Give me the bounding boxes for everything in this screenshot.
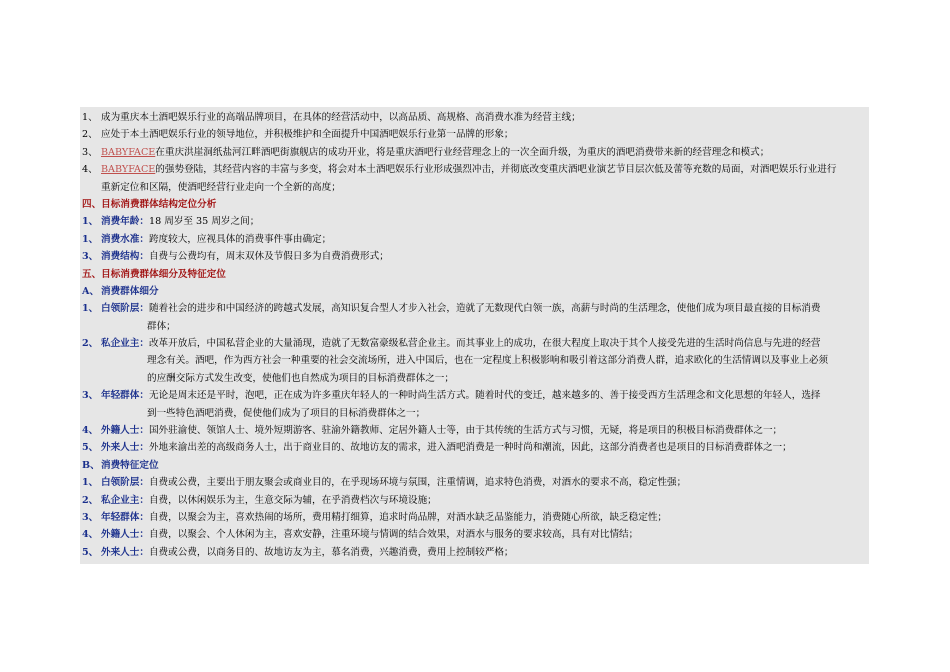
line-number: 1、 (82, 112, 98, 123)
text-line (80, 231, 869, 248)
section-heading: 五、目标消费群体细分及特征定位 (82, 268, 226, 280)
item-label: 外籍人士： (101, 425, 149, 437)
item-label: 外来人士： (101, 546, 149, 558)
text-line (80, 492, 869, 509)
item-label: 年轻群体： (101, 511, 149, 523)
line-number: 5、 (82, 442, 99, 454)
text-line (80, 509, 869, 526)
line-number: 3、 (82, 251, 99, 263)
line-content (101, 492, 865, 509)
text-line (80, 266, 869, 283)
text-line (80, 544, 869, 561)
text-line (80, 439, 869, 456)
item-label: 年轻群体： (101, 390, 149, 402)
text-line (80, 109, 869, 126)
line-number: 1、 (82, 233, 99, 245)
item-text: 在重庆洪崖洞纸盐河江畔酒吧街旗舰店的成功开业，将是重庆酒吧行业经营理念上的一次全面升级，为重庆的酒吧消费带来新的经营理念和模式； (155, 146, 770, 158)
line-content (101, 474, 865, 491)
item-text: 跨度较大，应视具体的消费事件事由确定； (148, 233, 332, 245)
text-line (80, 526, 869, 543)
text-line (80, 335, 869, 352)
line-number: 2、 (82, 338, 99, 350)
text-line (80, 144, 869, 161)
item-text: 自费或公费，主要出于朋友聚会或商业目的，在乎现场环境与氛围，注重情调，追求特色消费，对酒水的要求不高，稳定性强； (148, 477, 687, 489)
text-line (80, 283, 869, 300)
item-text: 自费，以聚会为主，喜欢热闹的场所，费用精打细算，追求时尚品牌，对酒水缺乏品鉴能力，消费随心所欲，缺乏稳定性； (148, 511, 668, 523)
item-text: 无论是周末还是平时，泡吧，正在成为许多重庆年轻人的一种时尚生活方式。随着时代的变迁，越来越多的、善于接受西方生活理念和文化思想的年轻人，选择 (148, 390, 821, 402)
line-number: 1、 (82, 303, 99, 315)
item-label: 外来人士： (101, 442, 149, 454)
line-number: 4、 (82, 164, 98, 176)
line-content (147, 405, 865, 422)
text-line (80, 422, 869, 439)
line-content (101, 161, 865, 178)
text-line (80, 405, 869, 422)
item-text: 到一些特色酒吧消费，促使他们成为了项目的目标消费群体之一； (147, 407, 426, 419)
line-content (82, 266, 865, 283)
item-text: 应处于本土酒吧娱乐行业的领导地位，并积极维护和全面提升中国酒吧娱乐行业第一品牌的形象； (101, 129, 514, 141)
item-text: 的应酬交际方式发生改变，使他们也自然成为项目的目标消费群体之一； (147, 372, 454, 384)
section-heading: 四、目标消费群体结构定位分析 (82, 198, 217, 210)
line-number: 4、 (82, 529, 99, 541)
line-number: 3、 (82, 390, 99, 402)
line-number: 2、 (82, 494, 99, 506)
text-line (80, 196, 869, 213)
line-content (101, 544, 865, 561)
item-text: 自费或公费，以商务目的、故地访友为主，慕名消费，兴趣消费，费用上控制较严格； (148, 546, 514, 558)
line-number: 3、 (82, 146, 98, 158)
line-number: 1、 (82, 477, 99, 489)
line-content (101, 231, 865, 248)
line-content (101, 109, 865, 126)
line-content (101, 509, 865, 526)
item-text: 18 周岁至 35 周岁之间； (148, 216, 260, 228)
line-content (101, 387, 865, 404)
text-line (80, 352, 869, 369)
text-line (80, 387, 869, 404)
item-text: 理念有关。酒吧，作为西方社会一种重要的社会交流场所，进入中国后，也在一定程度上积极影响和吸引着这部分消费人群，追求欧化的生活情调以及事业上必须 (147, 355, 829, 367)
item-text: 的强势登陆，其经营内容的丰富与多变，将会对本土酒吧娱乐行业形成强烈冲击，并彻底改变重庆酒吧业演艺节目层次低及蕾等充数的局面，对酒吧娱乐行业进行 (155, 164, 837, 176)
text-line (80, 179, 869, 196)
line-content (101, 283, 865, 300)
line-content (101, 300, 865, 317)
line-content (101, 457, 865, 474)
text-line (80, 370, 869, 387)
text-line (80, 318, 869, 335)
line-number: A、 (82, 285, 100, 297)
text-line (80, 300, 869, 317)
line-content (101, 248, 865, 265)
line-content (101, 335, 865, 352)
item-label: 消费年龄： (101, 216, 149, 228)
text-line (80, 457, 869, 474)
item-text: 自费，以休闲娱乐为主，生意交际为辅，在乎消费档次与环境设施； (148, 494, 437, 506)
line-content (101, 179, 865, 196)
text-line (80, 474, 869, 491)
item-text: 成为重庆本土酒吧娱乐行业的高端品牌项目，在具体的经营活动中，以高品质、高规格、高消费水准为经营主线； (101, 112, 581, 123)
item-text: 重新定位和区隔，使酒吧经营行业走向一个全新的高度； (101, 181, 341, 193)
line-number: 3、 (82, 511, 99, 523)
item-text: 改革开放后，中国私营企业的大量涌现，造就了无数富豪级私营企业主。而其事业上的成功，在很大程度上取决于其个人接受先进的生活时尚信息与先进的经营 (148, 338, 821, 350)
subsection-heading: 消费特征定位 (101, 459, 159, 471)
line-content (101, 422, 865, 439)
line-content (101, 439, 865, 456)
item-text: 自费，以聚会、个人休闲为主，喜欢安静，注重环境与情调的结合效果，对酒水与服务的要求较高，具有对比情结； (148, 529, 639, 541)
text-line (80, 248, 869, 265)
item-label: 私企业主： (101, 338, 149, 350)
item-label: 白领阶层： (101, 477, 149, 489)
item-text: 随着社会的进步和中国经济的跨越式发展，高知识复合型人才步入社会，造就了无数现代白领一族，高薪与时尚的生活理念，使他们成为项目最直接的目标消费 (148, 303, 821, 315)
line-content (101, 126, 865, 143)
line-content (101, 144, 865, 161)
text-line (80, 126, 869, 143)
line-content (147, 370, 865, 387)
item-label: 外籍人士： (101, 529, 149, 541)
item-label: 私企业主： (101, 494, 149, 506)
line-content (82, 196, 865, 213)
item-label: 消费水准： (101, 233, 149, 245)
item-text: 群体； (147, 320, 176, 332)
line-number: 2、 (82, 129, 98, 141)
line-content (101, 213, 865, 230)
line-content (147, 352, 865, 369)
line-number: B、 (82, 459, 100, 471)
item-label: 消费结构： (101, 251, 149, 263)
line-number: 5、 (82, 546, 99, 558)
document-page (80, 107, 869, 564)
item-text: 外地来渝出差的高级商务人士，出于商业目的、故地访友的需求，进入酒吧消费是一种时尚和潮流，因此，这部分消费者也是项目的目标消费群体之一； (148, 442, 792, 454)
line-number: 1、 (82, 216, 99, 228)
line-content (101, 526, 865, 543)
brand-link[interactable]: BABYFACE (101, 146, 156, 158)
brand-link[interactable]: BABYFACE (101, 164, 156, 176)
item-label: 白领阶层： (101, 303, 149, 315)
text-line (80, 213, 869, 230)
line-content (147, 318, 865, 335)
subsection-heading: 消费群体细分 (101, 285, 159, 297)
line-number: 4、 (82, 425, 99, 437)
item-text: 国外驻渝使、领馆人士、境外短期游客、驻渝外籍教师、定居外籍人士等，由于其传统的生活方式与习惯，无疑，将是项目的积极目标消费群体之一； (148, 425, 783, 437)
text-line (80, 161, 869, 178)
item-text: 自费与公费均有，周末双休及节假日多为自费消费形式； (148, 251, 389, 263)
